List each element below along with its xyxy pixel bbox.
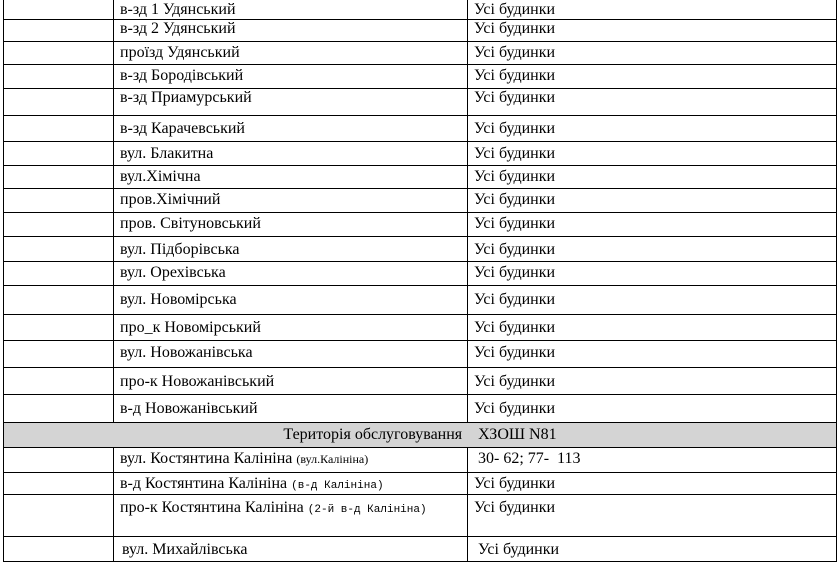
blank-cell: [4, 42, 114, 65]
street-name-cell: проїзд Удянський: [114, 42, 468, 65]
table-row: [4, 315, 837, 341]
service-territory-table: [3, 0, 837, 562]
table-row: [4, 368, 837, 395]
houses-cell: Усі будинки: [468, 142, 837, 166]
street-name-cell: про_к Новомірський: [114, 315, 468, 341]
blank-cell: [4, 537, 114, 562]
houses-cell: Усі будинки: [468, 0, 837, 20]
section-title: Територія обслуговування ХЗОШ N81: [4, 423, 837, 448]
houses-cell: Усі будинки: [468, 20, 837, 42]
table-row: [4, 495, 837, 537]
former-name-note: (2-й в-д Калініна): [307, 504, 427, 516]
blank-cell: [4, 368, 114, 395]
table-row: [4, 237, 837, 262]
former-name-note: (в-д Калініна): [291, 480, 384, 492]
table-row: [4, 20, 837, 42]
street-name-cell: пров. Світуновський: [114, 213, 468, 237]
houses-cell: Усі будинки: [468, 368, 837, 395]
houses-cell: Усі будинки: [468, 341, 837, 368]
table-row: [4, 262, 837, 286]
street-name-cell: в-д Новожанівський: [114, 395, 468, 423]
street-name-cell: вул. Михайлівська: [114, 537, 468, 562]
houses-cell: Усі будинки: [468, 189, 837, 213]
table-row: [4, 166, 837, 189]
blank-cell: [4, 286, 114, 315]
houses-cell: Усі будинки: [468, 262, 837, 286]
blank-cell: [4, 189, 114, 213]
houses-cell: Усі будинки: [468, 286, 837, 315]
blank-cell: [4, 495, 114, 537]
houses-cell: Усі будинки: [468, 495, 837, 537]
table-row: [4, 395, 837, 423]
street-name-cell: вул. Орехівська: [114, 262, 468, 286]
table-row: [4, 189, 837, 213]
houses-cell: Усі будинки: [468, 65, 837, 89]
blank-cell: [4, 213, 114, 237]
houses-cell: Усі будинки: [468, 42, 837, 65]
table-row: [4, 42, 837, 65]
street-name-cell: [114, 448, 468, 473]
street-name-cell: в-зд 2 Удянський: [114, 20, 468, 42]
blank-cell: [4, 20, 114, 42]
blank-cell: [4, 473, 114, 495]
blank-cell: [4, 237, 114, 262]
houses-cell: Усі будинки: [468, 315, 837, 341]
blank-cell: [4, 0, 114, 20]
street-name-cell: в-зд 1 Удянський: [114, 0, 468, 20]
blank-cell: [4, 262, 114, 286]
blank-cell: [4, 315, 114, 341]
street-name-cell: в-зд Приамурський: [114, 89, 468, 116]
table-row: [4, 65, 837, 89]
section-header-row: [4, 423, 837, 448]
table-row: [4, 142, 837, 166]
street-name-cell: вул. Блакитна: [114, 142, 468, 166]
houses-cell: Усі будинки: [468, 89, 837, 116]
table-row: [4, 537, 837, 562]
former-name-note: (вул.Калініна): [296, 452, 369, 466]
houses-cell: Усі будинки: [468, 473, 837, 495]
table-row: [4, 89, 837, 116]
blank-cell: [4, 142, 114, 166]
blank-cell: [4, 166, 114, 189]
table-row: [4, 448, 837, 473]
street-name: в-д Костянтина Калініна: [120, 475, 288, 492]
blank-cell: [4, 341, 114, 368]
table-row: [4, 213, 837, 237]
street-name-cell: пров.Хімічний: [114, 189, 468, 213]
street-name-cell: [114, 495, 468, 537]
houses-cell: 30- 62; 77- 113: [468, 448, 837, 473]
table-row: [4, 116, 837, 142]
table-row: [4, 341, 837, 368]
houses-cell: Усі будинки: [468, 537, 837, 562]
houses-cell: Усі будинки: [468, 116, 837, 142]
street-name-cell: [114, 473, 468, 495]
blank-cell: [4, 65, 114, 89]
street-name-cell: вул. Підборівська: [114, 237, 468, 262]
blank-cell: [4, 395, 114, 423]
street-name-cell: про-к Новожанівський: [114, 368, 468, 395]
street-name-cell: вул. Новожанівська: [114, 341, 468, 368]
table-row: [4, 0, 837, 20]
street-name-cell: вул. Новомірська: [114, 286, 468, 315]
table-row: [4, 473, 837, 495]
street-name-cell: в-зд Бородівський: [114, 65, 468, 89]
houses-cell: Усі будинки: [468, 395, 837, 423]
blank-cell: [4, 448, 114, 473]
street-name-cell: в-зд Карачевський: [114, 116, 468, 142]
table-row: [4, 286, 837, 315]
street-name: про-к Костянтина Калініна: [120, 499, 304, 516]
houses-cell: Усі будинки: [468, 213, 837, 237]
street-name: вул. Костянтина Калініна: [120, 450, 293, 467]
blank-cell: [4, 89, 114, 116]
houses-cell: Усі будинки: [468, 237, 837, 262]
street-name-cell: вул.Хімічна: [114, 166, 468, 189]
houses-cell: Усі будинки: [468, 166, 837, 189]
blank-cell: [4, 116, 114, 142]
